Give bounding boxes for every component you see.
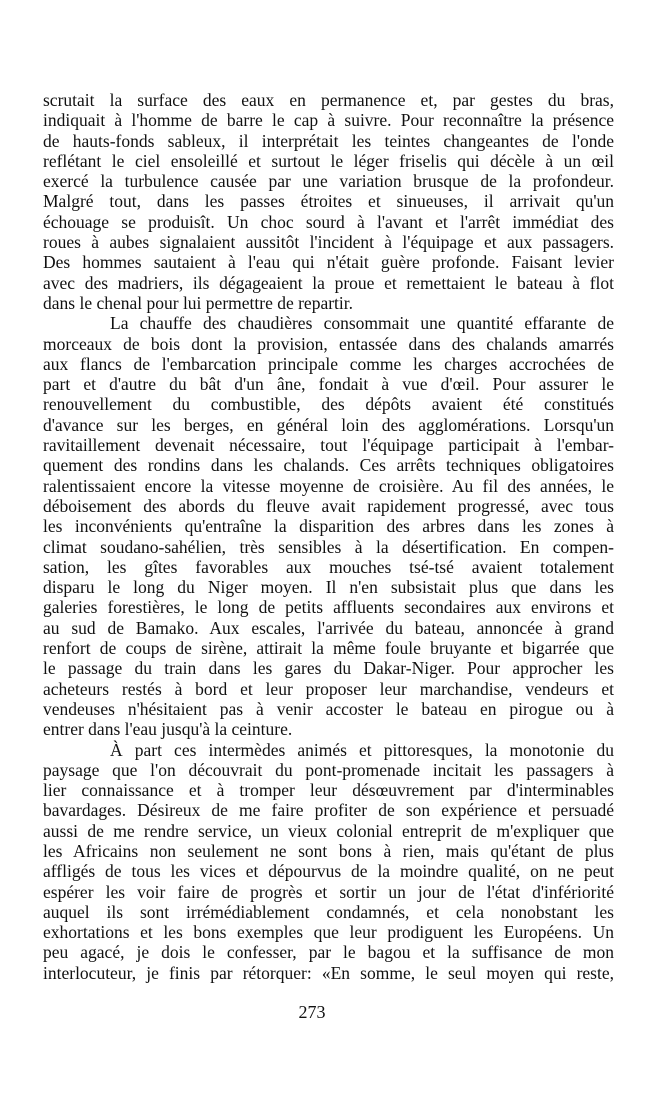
text-line: peu agacé, je dois le confesser, par le bagou et la suffisance de mon	[43, 942, 614, 963]
text-line: ralentissaient encore la vitesse moyenne de croisière. Au fil des années, le	[43, 475, 614, 496]
text-line: bavardages. Désireux de me faire profiter de son expérience et persuadé	[43, 800, 614, 821]
text-line: dans le chenal pour lui permettre de repartir.	[43, 292, 354, 313]
text-line: renouvellement du combustible, des dépôts avaient été constitués	[43, 394, 614, 415]
text-line: de hauts-fonds sableux, il interprétait les teintes changeantes de l'onde	[43, 130, 614, 151]
text-line: aux flancs de l'embarcation principale comme les charges accrochées de	[43, 353, 614, 374]
text-line: auquel ils sont irrémédiablement condamnés, et cela nonobstant les	[43, 901, 614, 922]
text-line: entrer dans l'eau jusqu'à la ceinture.	[43, 719, 293, 740]
text-line: lier connaissance et à tromper leur désœuvrement par d'interminables	[43, 780, 614, 801]
text-line: d'avance sur les berges, en général loin des agglomérations. Lorsqu'un	[43, 414, 614, 435]
text-line: climat soudano-sahélien, très sensibles à la désertification. En compen-	[43, 536, 614, 557]
text-line: au sud de Bamako. Aux escales, l'arrivée du bateau, annoncée à grand	[43, 617, 614, 638]
page-number: 273	[298, 1002, 326, 1022]
text-line: disparu le long du Niger moyen. Il n'en subsistait plus que dans les	[43, 577, 614, 598]
text-line: Des hommes sautaient à l'eau qui n'était guère profonde. Faisant levier	[43, 252, 614, 273]
text-line: déboisement des abords du fleuve avait rapidement progressé, avec tous	[43, 495, 614, 516]
text-line: aussi de me rendre service, un vieux colonial entreprit de m'expliquer que	[43, 820, 614, 841]
text-line: espérer les voir faire de progrès et sortir un jour de l'état d'infériorité	[43, 881, 614, 902]
text-line: vendeuses n'hésitaient pas à venir accoster le bateau en pirogue ou à	[43, 698, 614, 719]
paragraph	[43, 740, 614, 984]
text-line: acheteurs restés à bord et leur proposer leur marchandise, vendeurs et	[43, 678, 614, 699]
text-line: sation, les gîtes favorables aux mouches tsé-tsé avaient totalement	[43, 556, 614, 577]
body-text	[43, 90, 614, 983]
text-line: les inconvénients qu'entraîne la disparition des arbres dans les zones à	[43, 516, 614, 537]
text-line: le passage du train dans les gares du Dakar-Niger. Pour approcher les	[43, 658, 614, 679]
text-line: interlocuteur, je finis par rétorquer: «En somme, le seul moyen qui reste,	[43, 962, 614, 983]
text-line: scrutait la surface des eaux en permanence et, par gestes du bras,	[43, 90, 614, 110]
text-line: Malgré tout, dans les passes étroites et sinueuses, il arrivait qu'un	[43, 191, 614, 212]
text-line: affligés de tous les vices et dépourvus de la moindre qualité, on ne peut	[43, 861, 614, 882]
text-line: exercé la turbulence causée par une variation brusque de la profondeur.	[43, 171, 614, 192]
text-line: La chauffe des chaudières consommait une quantité effarante de	[110, 313, 614, 334]
text-line: reflétant le ciel ensoleillé et surtout le léger friselis qui décèle à un œil	[43, 150, 614, 171]
text-line: galeries forestières, le long de petits affluents secondaires aux environs et	[43, 597, 614, 618]
text-line: roues à aubes signalaient aussitôt l'incident à l'équipage et aux passagers.	[43, 232, 614, 253]
text-line: les Africains non seulement ne sont bons à rien, mais qu'étant de plus	[43, 840, 614, 861]
text-line: exhortations et les bons exemples que leur prodiguent les Européens. Un	[43, 922, 614, 943]
text-line: renfort de coups de sirène, attirait la même foule bruyante et bigarrée que	[43, 638, 614, 659]
text-line: avec des madriers, ils dégageaient la proue et remettaient le bateau à flot	[43, 272, 614, 293]
text-line: morceaux de bois dont la provision, entassée dans des chalands amarrés	[43, 333, 614, 354]
paragraph	[43, 313, 614, 739]
text-line: part et d'autre du bât d'un âne, fondait à vue d'œil. Pour assurer le	[43, 374, 614, 395]
text-line: quement des rondins dans les chalands. Ces arrêts techniques obligatoires	[43, 455, 614, 476]
text-line: À part ces intermèdes animés et pittoresques, la monotonie du	[110, 739, 614, 760]
paragraph	[43, 90, 614, 313]
text-line: indiquait à l'homme de barre le cap à suivre. Pour reconnaître la présence	[43, 110, 614, 131]
text-line: échouage se produisît. Un choc sourd à l'avant et l'arrêt immédiat des	[43, 211, 614, 232]
text-line: paysage que l'on découvrait du pont-promenade incitait les passagers à	[43, 759, 614, 780]
text-line: ravitaillement devenait nécessaire, tout l'équipage participait à l'embar-	[43, 435, 614, 456]
